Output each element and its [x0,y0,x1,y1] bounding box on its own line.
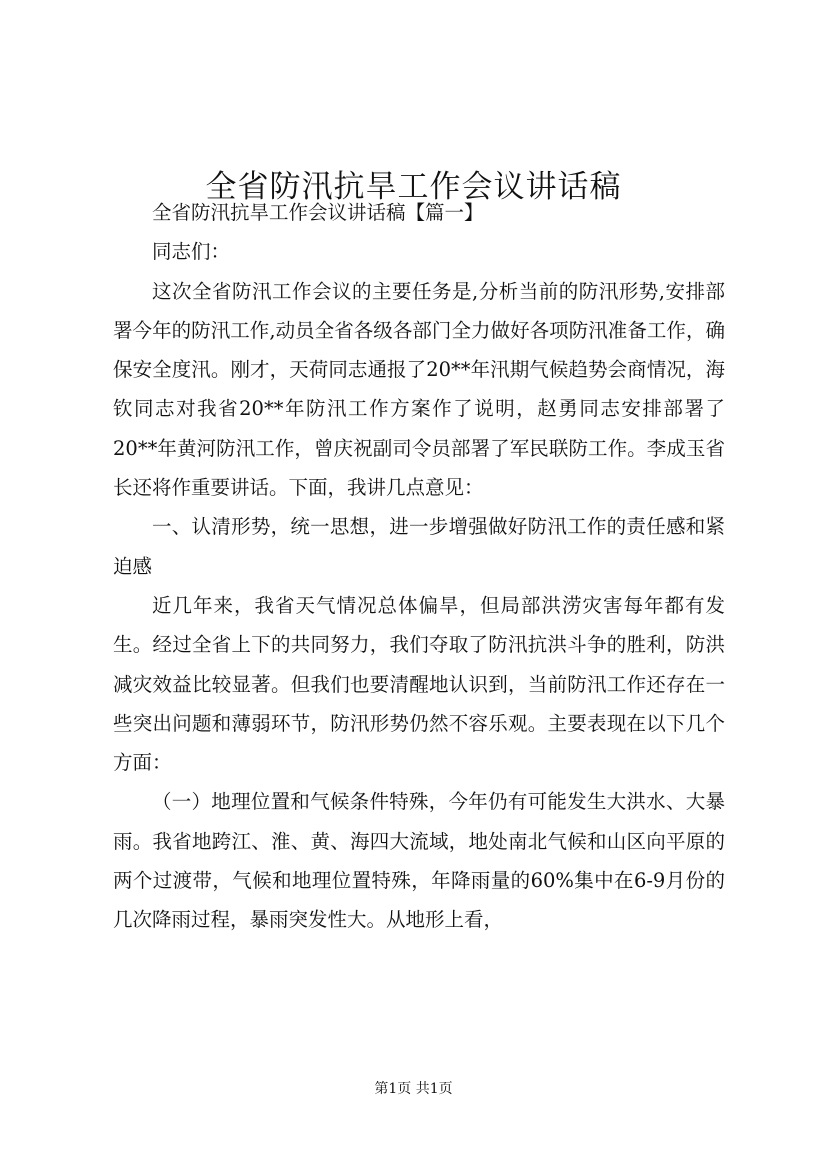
salutation: 同志们： [152,240,231,264]
paragraph: （一）地理位置和气候条件特殊，今年仍有可能发生大洪水、大暴雨。我省地跨江、淮、黄、海四大流域，地处南北气候和山区向平原的两个过渡带，气候和地理位置特殊，年降雨量的60%集中在6-9月份的几次降雨过程，暴雨突发性大。从地形上看， [113,790,725,932]
document-title: 全省防汛抗旱工作会议讲话稿 [205,168,622,205]
section-heading: 全省防汛抗旱工作会议讲话稿【篇一】 [152,201,484,224]
paragraph-heading: 一、认清形势，统一思想，进一步增强做好防汛工作的责任感和紧迫感 [113,515,725,578]
page-number: 第1页 共1页 [374,1081,453,1097]
paragraph: 这次全省防汛工作会议的主要任务是,分析当前的防汛形势,安排部署今年的防汛工作,动员全省各级各部门全力做好各项防汛准备工作，确保安全度汛。刚才，天荷同志通报了20**年汛期气候趋势会商情况，海钦同志对我省20**年防汛工作方案作了说明，赵勇同志安排部署了20**年黄河防汛工作，曾庆祝副司令员部署了军民联防工作。李成玉省长还将作重要讲话。下面，我讲几点意见： [113,279,725,500]
paragraph: 近几年来，我省天气情况总体偏旱，但局部洪涝灾害每年都有发生。经过全省上下的共同努力，我们夺取了防汛抗洪斗争的胜利，防洪减灾效益比较显著。但我们也要清醒地认识到，当前防汛工作还存在一些突出问题和薄弱环节，防汛形势仍然不容乐观。主要表现在以下几个方面： [113,593,725,775]
document-body [113,193,725,940]
